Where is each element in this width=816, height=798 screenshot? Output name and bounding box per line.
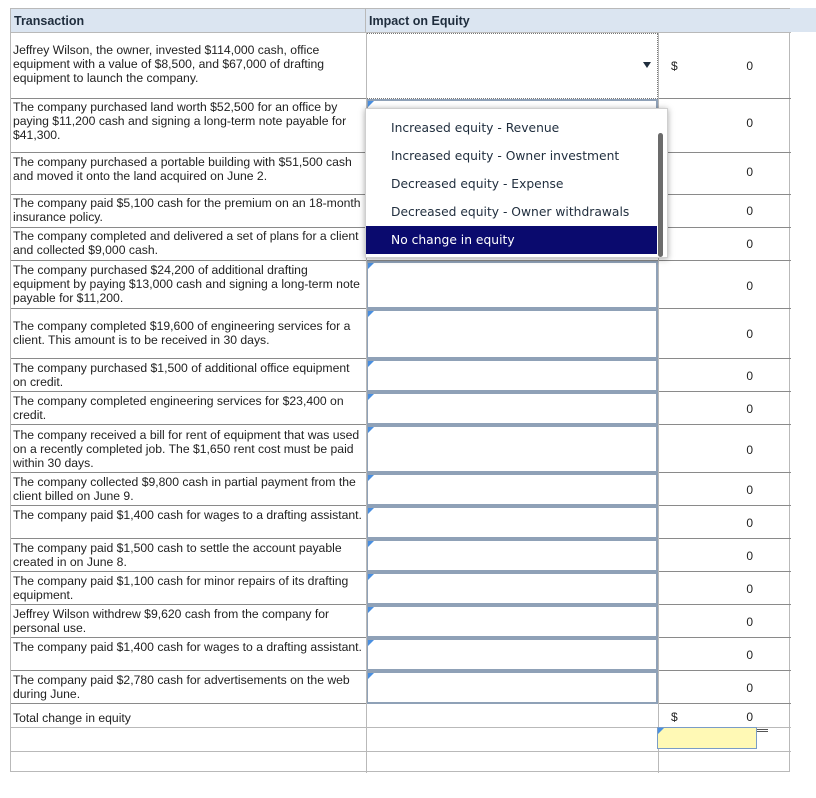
transaction-text: The company paid $5,100 cash for the premium on an 18-month insurance policy. (13, 196, 361, 224)
amount-value: 0 (746, 279, 753, 293)
total-input[interactable] (657, 727, 757, 749)
input-marker-icon (368, 427, 374, 433)
transaction-text: The company purchased $24,200 of additional drafting equipment by paying $13,000 cash and signing a long-term note payable for $11,200. (13, 263, 360, 305)
impact-select-row-10[interactable] (366, 425, 658, 473)
impact-select-row-11[interactable] (366, 473, 658, 506)
amount-value: 0 (746, 165, 753, 179)
amount-value: 0 (746, 483, 753, 497)
amount-value: 0 (746, 237, 753, 251)
header-transaction: Transaction (11, 9, 366, 33)
amount-value: 0 (746, 443, 753, 457)
transaction-text: The company paid $1,100 cash for minor repairs of its drafting equipment. (13, 574, 349, 602)
impact-select-row-6[interactable] (366, 261, 658, 309)
amount-value: 0 (746, 615, 753, 629)
transaction-text: Jeffrey Wilson withdrew $9,620 cash from the company for personal use. (13, 607, 330, 635)
amount-value: 0 (746, 582, 753, 596)
amount-value: 0 (746, 204, 753, 218)
input-marker-icon (368, 574, 374, 580)
transaction-text: The company purchased land worth $52,500 for an office by paying $11,200 cash and signing a long-term note payable for $41,300. (13, 100, 347, 142)
impact-select-row-15[interactable] (366, 605, 658, 638)
dropdown-option-no-change[interactable]: No change in equity (366, 226, 657, 254)
transaction-text: The company completed and delivered a set of plans for a client and collected $9,000 cash. (13, 229, 359, 257)
dollar-sign: $ (671, 59, 678, 73)
input-marker-icon (368, 673, 374, 679)
transaction-text: Jeffrey Wilson, the owner, invested $114,000 cash, office equipment with a value of $8,500, and $67,000 of drafting equipment to launch the company. (13, 43, 325, 85)
impact-select-row-13[interactable] (366, 539, 658, 572)
transaction-text: The company paid $1,400 cash for wages to a drafting assistant. (13, 640, 362, 654)
total-dollar-sign: $ (671, 710, 678, 724)
impact-select-row-9[interactable] (366, 392, 658, 425)
dropdown-option-owner-investment[interactable]: Increased equity - Owner investment (391, 149, 620, 163)
dropdown-option-owner-withdrawals[interactable]: Decreased equity - Owner withdrawals (391, 205, 630, 219)
amount-value: 0 (746, 327, 753, 341)
total-label: Total change in equity (13, 711, 131, 725)
input-marker-icon (368, 508, 374, 514)
dropdown-option-revenue[interactable]: Increased equity - Revenue (391, 121, 560, 135)
input-marker-icon (368, 263, 374, 269)
transaction-text: The company received a bill for rent of equipment that was used on a recently completed job. The $1,650 rent cost must be paid within 30 days. (13, 428, 360, 470)
amount-value: 0 (746, 402, 753, 416)
input-marker-icon (368, 475, 374, 481)
impact-select-row-12[interactable] (366, 506, 658, 539)
input-marker-icon (368, 361, 374, 367)
input-marker-icon (368, 311, 374, 317)
impact-select-row-17[interactable] (366, 671, 658, 704)
transaction-text: The company purchased $1,500 of additional office equipment on credit. (13, 361, 350, 389)
transaction-text: The company paid $2,780 cash for advertisements on the web during June. (13, 673, 350, 701)
chevron-down-icon[interactable] (643, 62, 651, 68)
transaction-text: The company completed engineering services for $23,400 on credit. (13, 394, 344, 422)
transaction-text: The company paid $1,400 cash for wages to a drafting assistant. (13, 508, 362, 522)
input-marker-icon (368, 607, 374, 613)
amount-value: 0 (746, 59, 753, 73)
transaction-text: The company purchased a portable building with $51,500 cash and moved it onto the land acquired on June 2. (13, 155, 352, 183)
impact-dropdown-list[interactable] (365, 108, 668, 258)
impact-select-row-14[interactable] (366, 572, 658, 605)
input-marker-icon (368, 101, 374, 107)
header-impact: Impact on Equity (366, 9, 791, 33)
amount-value: 0 (746, 549, 753, 563)
impact-select-row-7[interactable] (366, 309, 658, 359)
amount-value: 0 (746, 681, 753, 695)
input-marker-icon (368, 394, 374, 400)
amount-value: 0 (746, 116, 753, 130)
amount-value: 0 (746, 516, 753, 530)
transaction-text: The company completed $19,600 of engineering services for a client. This amount is to be received in 30 days. (13, 319, 351, 347)
input-marker-icon (368, 541, 374, 547)
header-strip-edge (790, 8, 816, 32)
input-marker-icon (368, 640, 374, 646)
amount-value: 0 (746, 369, 753, 383)
impact-select-row-1[interactable] (366, 33, 658, 99)
amount-value: 0 (746, 648, 753, 662)
divider (11, 751, 791, 752)
impact-select-row-16[interactable] (366, 638, 658, 671)
dropdown-scrollbar[interactable] (658, 133, 663, 257)
transaction-text: The company collected $9,800 cash in partial payment from the client billed on June 9. (13, 475, 356, 503)
input-marker-icon (658, 728, 664, 734)
total-amount: 0 (746, 710, 753, 724)
impact-select-row-8[interactable] (366, 359, 658, 392)
dropdown-option-expense[interactable]: Decreased equity - Expense (391, 177, 564, 191)
transaction-text: The company paid $1,500 cash to settle the account payable created in on June 8. (13, 541, 342, 569)
